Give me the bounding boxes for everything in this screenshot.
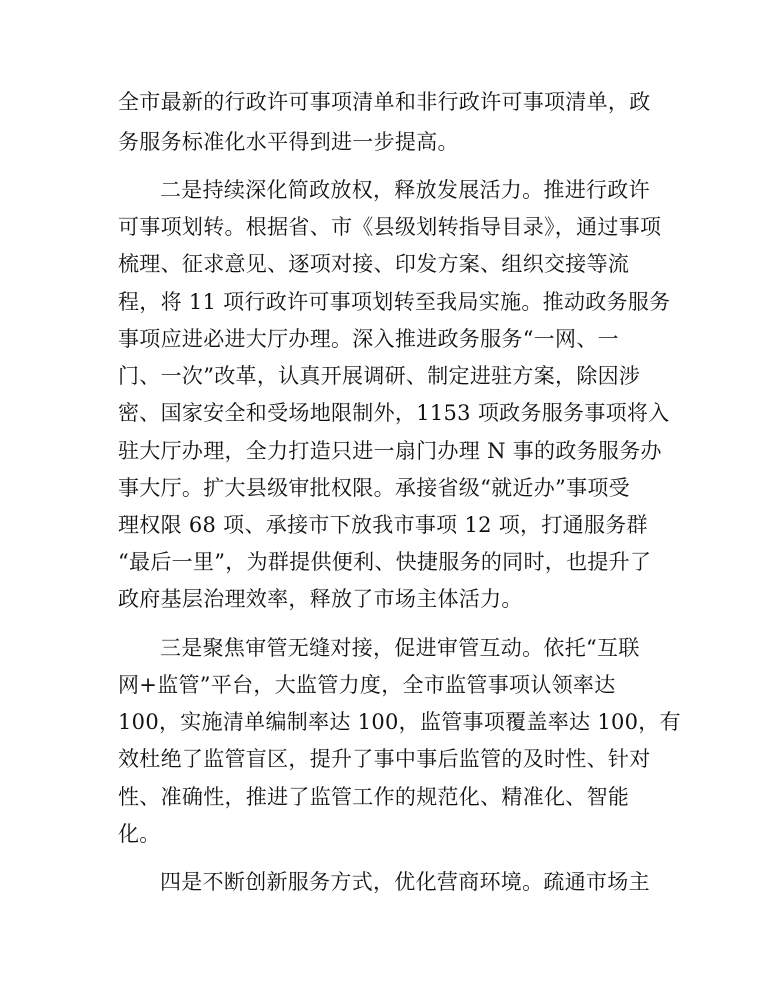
text-line: 性、准确性，推进了监管工作的规范化、精准化、智能 bbox=[118, 785, 630, 809]
text-line: 化。 bbox=[118, 822, 161, 846]
text-line: 政府基层治理效率，释放了市场主体活力。 bbox=[118, 587, 523, 611]
paragraph-start-line: 二是持续深化简政放权，释放发展活力。推进行政许 bbox=[160, 178, 650, 202]
text-line: 驻大厅办理，全力打造只进一扇门办理 N 事的政务服务办 bbox=[118, 439, 662, 463]
paragraph-start-line: 三是聚焦审管无缝对接，促进审管互动。依托“互联 bbox=[160, 636, 640, 660]
text-line: 理权限 68 项、承接市下放我市事项 12 项，打通服务群 bbox=[118, 513, 648, 537]
text-line: 全市最新的行政许可事项清单和非行政许可事项清单，政 bbox=[118, 90, 651, 114]
text-line: 梳理、征求意见、逐项对接、印发方案、组织交接等流 bbox=[118, 252, 630, 276]
text-line: 可事项划转。根据省、市《县级划转指导目录》，通过事项 bbox=[118, 215, 662, 239]
text-line: 务服务标准化水平得到进一步提高。 bbox=[118, 130, 459, 154]
text-line: 网+监管”平台，大监管力度，全市监管事项认领率达 bbox=[118, 673, 616, 697]
text-line: 门、一次”改革，认真开展调研、制定进驻方案，除因涉 bbox=[118, 364, 641, 388]
text-line: “最后一里”，为群提供便利、快捷服务的同时，也提升了 bbox=[118, 550, 652, 574]
paragraph-start-line: 四是不断创新服务方式，优化营商环境。疏通市场主 bbox=[160, 870, 650, 894]
text-line: 100，实施清单编制率达 100，监管事项覆盖率达 100，有 bbox=[118, 710, 681, 734]
text-line: 效杜绝了监管盲区，提升了事中事后监管的及时性、针对 bbox=[118, 747, 651, 771]
text-line: 事项应进必进大厅办理。深入推进政务服务“一网、一 bbox=[118, 327, 619, 351]
text-line: 事大厅。扩大县级审批权限。承接省级“就近办”事项受 bbox=[118, 476, 630, 500]
text-line: 密、国家安全和受场地限制外，1153 项政务服务事项将入 bbox=[118, 401, 670, 425]
text-line: 程，将 11 项行政许可事项划转至我局实施。推动政务服务 bbox=[118, 290, 671, 314]
